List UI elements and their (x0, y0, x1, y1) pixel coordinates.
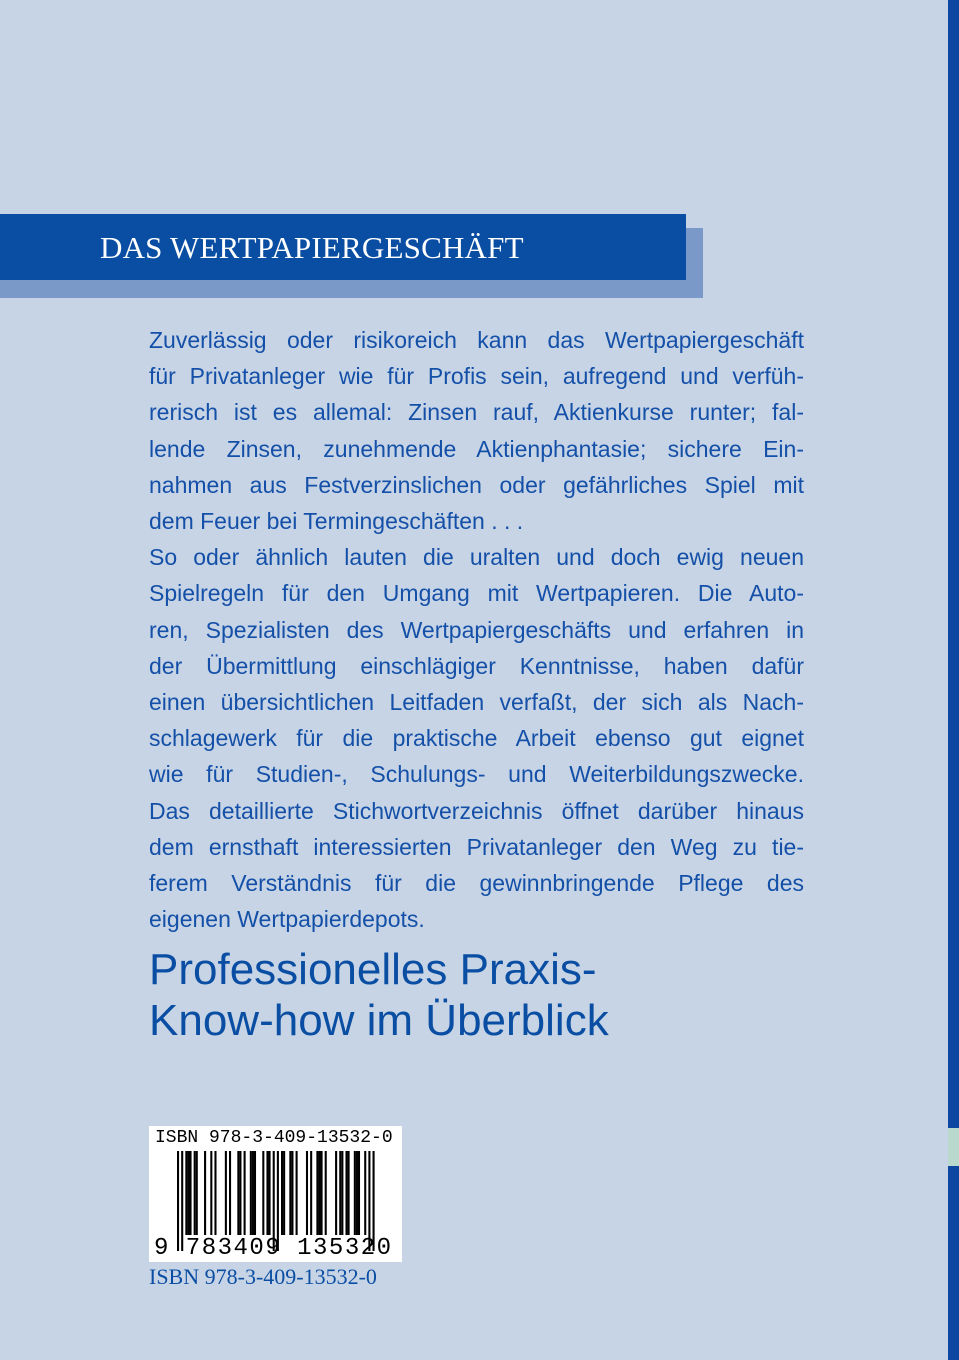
barcode-bar (325, 1151, 327, 1235)
description-line: wie für Studien-, Schulungs- und Weiterbildungszwecke. (149, 761, 804, 788)
description-line: ferem Verständnis für die gewinnbringende Pflege des (149, 870, 804, 897)
barcode-bar (358, 1151, 360, 1235)
barcode-bar (210, 1151, 212, 1235)
description-text (149, 322, 804, 937)
barcode-bar (335, 1151, 337, 1235)
right-edge-mark (948, 1128, 959, 1166)
description-line: rerisch ist es allemal: Zinsen rauf, Aktienkurse runter; fal- (149, 399, 804, 426)
description-line: dem Feuer bei Termingeschäften . . . (149, 508, 524, 535)
barcode-bar (185, 1151, 187, 1235)
barcode-bar (283, 1151, 285, 1235)
barcode-bar (341, 1151, 343, 1235)
barcode-bar (214, 1151, 216, 1235)
description-line: Zuverlässig oder risikoreich kann das Wertpapiergeschäft (149, 327, 804, 353)
barcode-bar (239, 1151, 241, 1235)
description-line: Das detaillierte Stichwortverzeichnis öffnet darüber hinaus (149, 797, 804, 824)
barcode-bar (250, 1151, 252, 1235)
banner-title: DAS WERTPAPIERGESCHÄFT (100, 230, 524, 265)
description-line: Spielregeln für den Umgang mit Wertpapieren. Die Auto- (149, 580, 804, 607)
barcode-bar (281, 1151, 283, 1235)
barcode-bar (364, 1151, 366, 1235)
barcode-bar (194, 1151, 196, 1235)
barcode-bar (306, 1151, 308, 1235)
barcode-bar (196, 1151, 198, 1235)
barcode-bar (289, 1151, 291, 1235)
tagline-line-2: Know-how im Überblick (149, 996, 609, 1045)
barcode-bar (229, 1151, 231, 1235)
barcode-bar (262, 1151, 264, 1235)
barcode-digits: 9 783409 135320 (154, 1235, 393, 1262)
barcode-bar (321, 1151, 323, 1235)
barcode-bar (237, 1151, 239, 1235)
barcode-bar (244, 1151, 246, 1235)
barcode-bar (316, 1151, 318, 1235)
barcode-bar (296, 1151, 298, 1235)
description-line: für Privatanleger wie für Profis sein, aufregend und verfüh- (149, 363, 804, 390)
description-line: ren, Spezialisten des Wertpapiergeschäfts und erfahren in (149, 616, 804, 643)
barcode-bar (356, 1151, 358, 1235)
barcode-bar (345, 1151, 347, 1235)
barcode-panel (149, 1126, 402, 1262)
barcode-bar (266, 1151, 268, 1235)
barcode-bar (310, 1151, 312, 1235)
barcode-bar (354, 1151, 356, 1235)
tagline-line-1: Professionelles Praxis- (149, 945, 597, 994)
barcode-bar (318, 1151, 320, 1235)
description-line: So oder ähnlich lauten die uralten und doch ewig neuen (149, 544, 804, 571)
barcode-bar (189, 1151, 191, 1235)
barcode-bar (348, 1151, 350, 1235)
isbn-text: ISBN 978-3-409-13532-0 (149, 1264, 377, 1289)
barcode-bar (204, 1151, 206, 1235)
description-line: schlagewerk für die praktische Arbeit ebenso gut eignet (149, 725, 804, 752)
barcode-bar (225, 1151, 227, 1235)
barcode-bar (339, 1151, 341, 1235)
description-line: dem ernsthaft interessierten Privatanleger den Weg zu tie- (149, 833, 804, 860)
tagline (149, 944, 609, 1046)
barcode-bar (269, 1151, 271, 1235)
barcode-bar (291, 1151, 293, 1235)
description-line: nahmen aus Festverzinslichen oder gefährliches Spiel mit (149, 471, 804, 498)
barcode-isbn-label: ISBN 978-3-409-13532-0 (155, 1128, 393, 1148)
description-line: der Übermittlung einschlägiger Kenntnisse, haben dafür (149, 652, 804, 679)
description-line: einen übersichtlichen Leitfaden verfaßt, der sich als Nach- (149, 689, 804, 716)
barcode-bar (187, 1151, 189, 1235)
barcode-bar (254, 1151, 256, 1235)
description-line: eigenen Wertpapierdepots. (149, 906, 425, 933)
description-line: lende Zinsen, zunehmende Aktienphantasie; sichere Ein- (149, 435, 804, 462)
barcode-bar (252, 1151, 254, 1235)
